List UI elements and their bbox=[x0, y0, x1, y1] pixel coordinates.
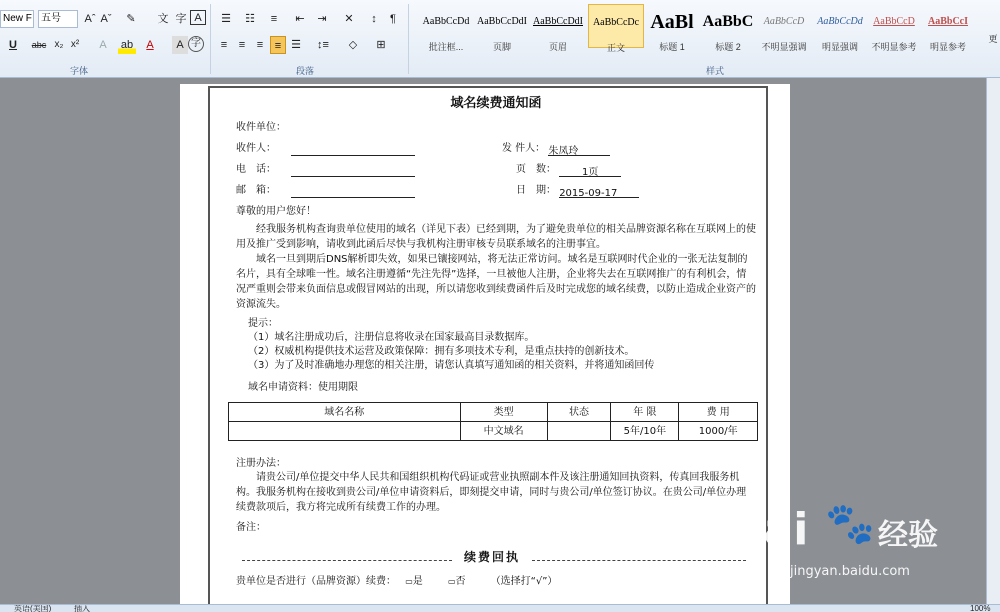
receipt-title: 续费回执 bbox=[464, 550, 521, 564]
style-sample: AaBl bbox=[650, 11, 694, 33]
cell-domain-name[interactable] bbox=[229, 422, 461, 441]
phone-line bbox=[236, 162, 415, 177]
date-line bbox=[516, 183, 639, 198]
greeting: 尊敬的用户您好！ bbox=[236, 206, 316, 217]
recipient-field[interactable] bbox=[291, 144, 415, 156]
header-term: 年 限 bbox=[611, 403, 679, 422]
document-title: 域名续费通知函 bbox=[450, 96, 542, 111]
pages-line bbox=[516, 162, 621, 177]
cell-fee: 1000/年 bbox=[679, 422, 758, 441]
line-spacing-icon[interactable]: ↕≡ bbox=[317, 39, 329, 51]
style-name: 标题 2 bbox=[715, 42, 741, 52]
pages-field[interactable] bbox=[559, 165, 621, 177]
email-label: 邮 箱： bbox=[236, 185, 276, 196]
watermark-brand: Bai bbox=[730, 504, 809, 555]
underline-icon[interactable]: U bbox=[9, 39, 17, 51]
sort-icon[interactable]: ↕ bbox=[371, 13, 377, 25]
header-status: 状态 bbox=[547, 403, 611, 422]
recipient-line bbox=[236, 141, 415, 156]
cell-term: 5年/10年 bbox=[611, 422, 679, 441]
bullets-icon[interactable]: ☰ bbox=[221, 13, 231, 25]
email-field[interactable] bbox=[291, 186, 415, 198]
borders-icon[interactable]: ⊞ bbox=[376, 39, 386, 51]
style-name: 明显参考 bbox=[929, 42, 966, 52]
style-sample: AaBbC bbox=[702, 13, 754, 30]
tips-label: 提示： bbox=[248, 318, 278, 329]
phonetic-icon[interactable]: 文 bbox=[157, 13, 169, 25]
no-checkbox[interactable]: ▭ bbox=[447, 577, 456, 586]
style-tile[interactable] bbox=[756, 4, 812, 52]
shading-icon[interactable]: ◇ bbox=[348, 39, 358, 51]
paragraph-2: 域名一旦到期后DNS解析即失效，如果已镶接网站，将无法正常访问。域名是互联网时代企业的一张无法复制的名片，具有全球唯一性。域名注册遵循“先注先得”选择，一旦被他人注册，企业将失去在互联网推广的有利机会，情况严重则会带来负面信息或假冒网站的出现，所以请您收到续费函件后及时完成您的域名续费，以防止造成企业资产的资源流失。 bbox=[236, 254, 756, 310]
apply-label: 域名申请资料：使用期限 bbox=[248, 382, 358, 393]
style-tile[interactable] bbox=[866, 4, 922, 52]
style-tile[interactable] bbox=[474, 4, 530, 52]
style-tile[interactable] bbox=[418, 4, 474, 52]
subscript-icon[interactable]: x₂ bbox=[54, 39, 64, 50]
pilcrow-icon[interactable]: ¶ bbox=[390, 13, 396, 25]
style-tile[interactable] bbox=[644, 4, 700, 52]
tip-item: （3）为了及时准确地办理您的相关注册，请您认真填写通知函的相关资料，并将通知函回传 bbox=[248, 360, 655, 371]
tip-item: （1）域名注册成功后，注册信息将收录在国家最高目录数据库。 bbox=[248, 332, 535, 343]
styles-group-label: 样式 bbox=[706, 66, 725, 76]
recipient-unit-label: 收件单位： bbox=[236, 122, 286, 133]
font-size-combo[interactable]: 五号 bbox=[38, 10, 78, 28]
style-tile[interactable] bbox=[700, 4, 756, 52]
yes-label: 是 bbox=[412, 576, 423, 587]
date-label: 日 期： bbox=[516, 185, 556, 196]
style-sample: AaBbCcI bbox=[927, 16, 968, 27]
clear-format-icon[interactable]: ✎ bbox=[126, 13, 136, 25]
align-left-icon[interactable]: ≡ bbox=[220, 39, 228, 51]
style-tile[interactable] bbox=[920, 4, 976, 52]
style-tile[interactable] bbox=[812, 4, 868, 52]
status-bar bbox=[0, 604, 1000, 612]
char-box-icon[interactable]: A bbox=[190, 10, 206, 25]
style-sample: AaBbCcDd bbox=[422, 16, 470, 27]
text-effects-icon[interactable]: A bbox=[99, 39, 107, 51]
language-status[interactable]: 英语(美国) bbox=[14, 604, 52, 612]
font-color-icon[interactable]: A bbox=[146, 39, 154, 51]
phone-field[interactable] bbox=[291, 165, 415, 177]
header-domain-name: 域名名称 bbox=[229, 403, 461, 422]
style-sample: AaBbCcDd bbox=[817, 16, 863, 27]
separator bbox=[408, 4, 409, 74]
distributed-icon[interactable]: ☰ bbox=[291, 39, 301, 51]
style-name: 批注框... bbox=[428, 42, 464, 52]
shrink-font-button[interactable]: Aˇ bbox=[100, 13, 112, 25]
style-name: 不明显参考 bbox=[871, 42, 917, 52]
strikethrough-icon[interactable]: abc bbox=[31, 40, 47, 50]
style-tile[interactable] bbox=[588, 4, 644, 53]
align-right-icon[interactable]: ≡ bbox=[256, 39, 264, 51]
enclose-char-icon[interactable]: 字 bbox=[188, 36, 204, 52]
pages-label: 页 数： bbox=[516, 164, 556, 175]
recipient-unit-line bbox=[236, 120, 286, 135]
sender-line bbox=[502, 141, 610, 156]
grow-font-button[interactable]: Aˆ bbox=[84, 13, 96, 25]
ribbon bbox=[0, 0, 1000, 78]
watermark-url: jingyan.baidu.com bbox=[790, 564, 910, 579]
header-type: 类型 bbox=[460, 403, 547, 422]
pages-value: 1页 bbox=[582, 167, 599, 178]
date-value: 2015-09-17 bbox=[559, 188, 618, 199]
char-shading-icon[interactable]: A bbox=[172, 36, 188, 54]
dashed-divider-left bbox=[242, 560, 452, 561]
register-text: 请贵公司/单位提交中华人民共和国组织机构代码证或营业执照副本件及该注册通知回执资料，传真回我服务机构。我服务机构在接收到贵公司/单位申请资料后，即刻提交申请，同时与贵公司/单位签订协议。在贵公司/单位办理续费款项后，我方将完成所有续费工作的办理。 bbox=[236, 472, 747, 513]
baidu-watermark bbox=[730, 500, 980, 590]
style-name: 页眉 bbox=[548, 42, 567, 52]
zoom-level[interactable]: 100% bbox=[970, 604, 991, 612]
paw-icon: 🐾 bbox=[825, 501, 875, 547]
sender-value: 朱凤玲 bbox=[548, 146, 579, 157]
renewal-question: 贵单位是否进行（品牌资源）续费： bbox=[236, 576, 396, 587]
justify-icon[interactable]: ≡ bbox=[270, 36, 286, 54]
style-sample: AaBbCcDc bbox=[592, 17, 640, 28]
style-sample: AaBbCcD bbox=[763, 16, 805, 27]
style-name: 明显强调 bbox=[821, 42, 858, 52]
insert-mode-status[interactable]: 插入 bbox=[74, 604, 90, 612]
header-fee: 费 用 bbox=[679, 403, 758, 422]
style-sample: AaBbCcDdI bbox=[477, 16, 527, 27]
style-tile[interactable] bbox=[530, 4, 586, 52]
no-label: 否 bbox=[455, 576, 466, 587]
multilevel-list-icon[interactable]: ≡ bbox=[270, 13, 278, 25]
table-row bbox=[229, 422, 758, 441]
register-label: 注册办法： bbox=[236, 458, 286, 469]
paragraph-1: 经我服务机构查询贵单位使用的域名（详见下表）已经到期，为了避免贵单位的相关品牌资源名称在互联网上的使用及推广受到影响，请收到此函后尽快与我机构注册审核专员联系域名的注册事宜。 bbox=[236, 224, 756, 250]
phone-label: 电 话： bbox=[236, 164, 276, 175]
style-name: 正文 bbox=[606, 43, 625, 53]
separator bbox=[210, 4, 211, 74]
sender-field[interactable] bbox=[548, 144, 610, 156]
align-center-icon[interactable]: ≡ bbox=[238, 39, 246, 51]
highlight-icon[interactable]: ab bbox=[118, 36, 136, 54]
increase-indent-icon[interactable]: ⇥ bbox=[317, 13, 327, 25]
domain-table bbox=[228, 402, 758, 441]
watermark-suffix: 经验 bbox=[878, 518, 938, 553]
chinese-layout-icon[interactable]: ✕ bbox=[344, 13, 354, 25]
style-sample: AaBbCcD bbox=[873, 16, 915, 27]
style-sample: AaBbCcDdI bbox=[533, 16, 583, 27]
more-styles-button[interactable]: 更 bbox=[988, 34, 998, 44]
style-name: 标题 1 bbox=[659, 42, 685, 52]
cell-status bbox=[547, 422, 611, 441]
date-field[interactable] bbox=[559, 186, 639, 198]
note-label: 备注： bbox=[236, 522, 266, 533]
recipient-label: 收件人： bbox=[236, 143, 276, 154]
renewal-question-line bbox=[236, 574, 557, 589]
style-name: 不明显强调 bbox=[761, 42, 807, 52]
tip-item: （2）权威机构提供技术运营及政策保障：拥有多项技术专利，是重点扶持的创新技术。 bbox=[248, 346, 635, 357]
sender-label: 发 件人： bbox=[502, 143, 546, 154]
char-border-icon[interactable]: 字 bbox=[175, 13, 187, 25]
paragraph-group-label: 段落 bbox=[296, 66, 315, 76]
style-name: 页脚 bbox=[492, 42, 511, 52]
choose-hint: （选择打“√”） bbox=[490, 576, 558, 587]
decrease-indent-icon[interactable]: ⇤ bbox=[295, 13, 305, 25]
vertical-scrollbar[interactable] bbox=[986, 78, 1000, 604]
numbering-icon[interactable]: ☷ bbox=[245, 13, 255, 25]
font-group-label: 字体 bbox=[70, 66, 89, 76]
email-line bbox=[236, 183, 415, 198]
cell-type: 中文域名 bbox=[460, 422, 547, 441]
table-header-row bbox=[229, 403, 758, 422]
yes-checkbox[interactable]: ▭ bbox=[405, 577, 413, 586]
superscript-icon[interactable]: x² bbox=[70, 39, 80, 50]
dashed-divider-right bbox=[532, 560, 746, 561]
font-name-combo[interactable]: New F bbox=[0, 10, 34, 28]
